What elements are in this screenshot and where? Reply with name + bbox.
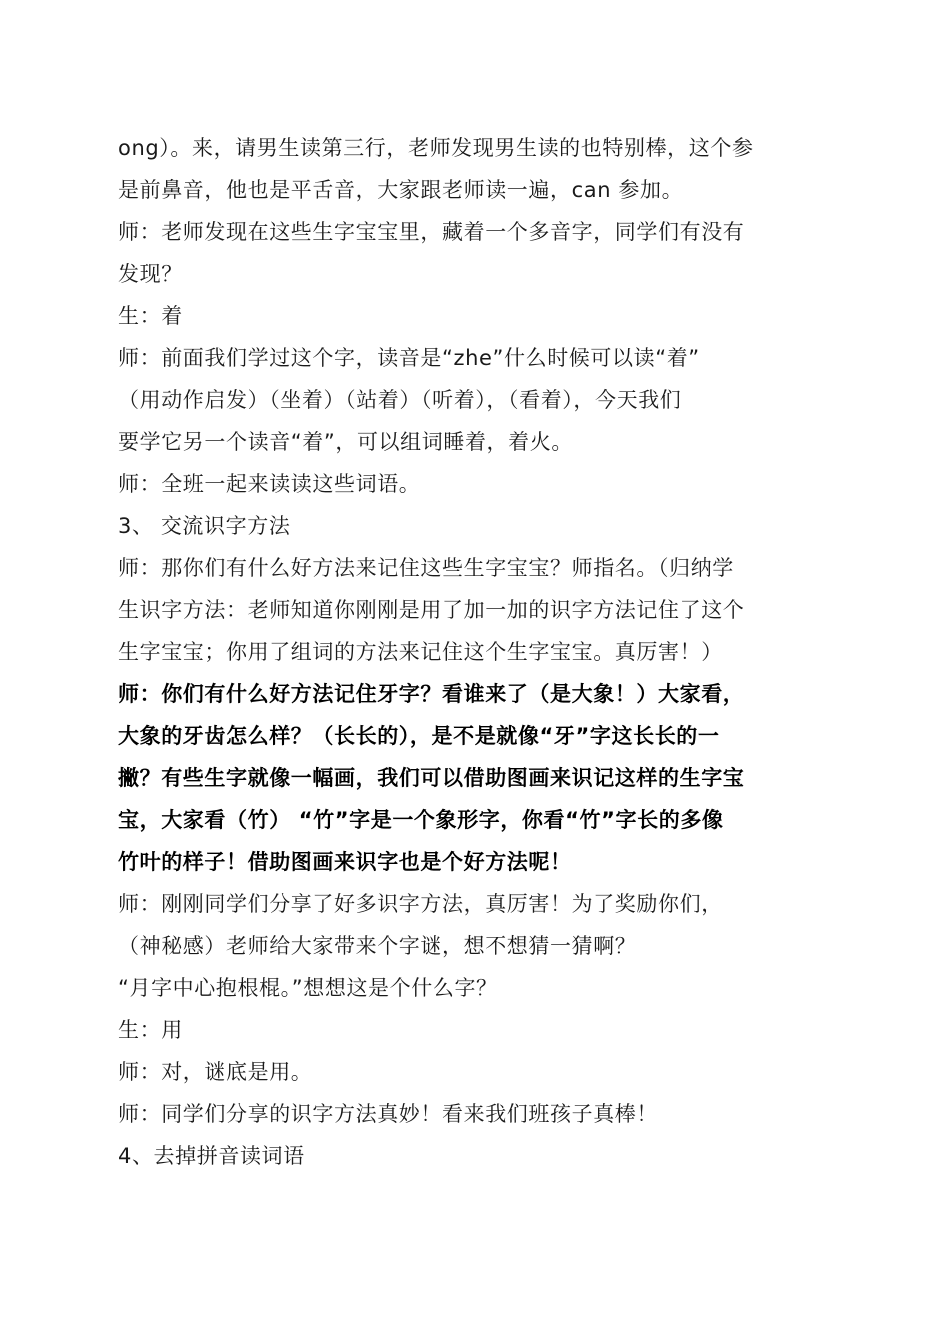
text-line: （用动作启发）（坐着）（站着）（听着），（看着），今天我们	[118, 388, 682, 412]
text-line: （神秘感）老师给大家带来个字谜，想不想猜一猜啊？	[118, 934, 637, 958]
text-line: 发现？	[118, 262, 183, 286]
text-line: 师：老师发现在这些生字宝宝里，藏着一个多音字，同学们有没有	[118, 220, 745, 244]
text-line: 师：前面我们学过这个字，读音是“zhe”什么时候可以读“着”	[118, 346, 700, 370]
text-line: 师：那你们有什么好方法来记住这些生字宝宝？师指名。（归纳学	[118, 556, 734, 580]
text-line: “月字中心抱根棍。”想想这是个什么字？	[118, 976, 498, 1000]
bold-text-line: 宝，大家看（竹） “竹”字是一个象形字，你看“竹”字长的多像	[118, 808, 724, 832]
text-line: 师：对，谜底是用。	[118, 1060, 313, 1084]
text-line: 师：同学们分享的识字方法真妙！看来我们班孩子真棒！	[118, 1102, 658, 1126]
text-line: 是前鼻音，他也是平舌音，大家跟老师读一遍，can 参加。	[118, 178, 684, 202]
text-line: 师：刚刚同学们分享了好多识字方法，真厉害！为了奖励你们，	[118, 892, 723, 916]
section-heading: 3、 交流识字方法	[118, 514, 291, 538]
text-line: 生：着	[118, 304, 183, 328]
bold-text-line: 竹叶的样子！借助图画来识字也是个好方法呢！	[118, 850, 572, 874]
text-line: ong）。来，请男生读第三行，老师发现男生读的也特别棒，这个参	[118, 136, 754, 160]
text-line: 师：全班一起来读读这些词语。	[118, 472, 421, 496]
text-line: 生：用	[118, 1018, 183, 1042]
text-line: 生字宝宝；你用了组词的方法来记住这个生字宝宝。真厉害！）	[118, 640, 723, 664]
section-heading: 4、去掉拼音读词语	[118, 1144, 305, 1168]
text-line: 要学它另一个读音“着”，可以组词睡着，着火。	[118, 430, 573, 454]
text-line: 生识字方法：老师知道你刚刚是用了加一加的识字方法记住了这个	[118, 598, 745, 622]
bold-text-line: 撇？有些生字就像一幅画，我们可以借助图画来识记这样的生字宝	[118, 766, 745, 790]
bold-text-line: 大象的牙齿怎么样？（长长的），是不是就像“牙”字这长长的一	[118, 724, 720, 748]
bold-text-line: 师：你们有什么好方法记住牙字？看谁来了（是大象！）大家看，	[118, 682, 745, 706]
document-body	[118, 127, 830, 1177]
